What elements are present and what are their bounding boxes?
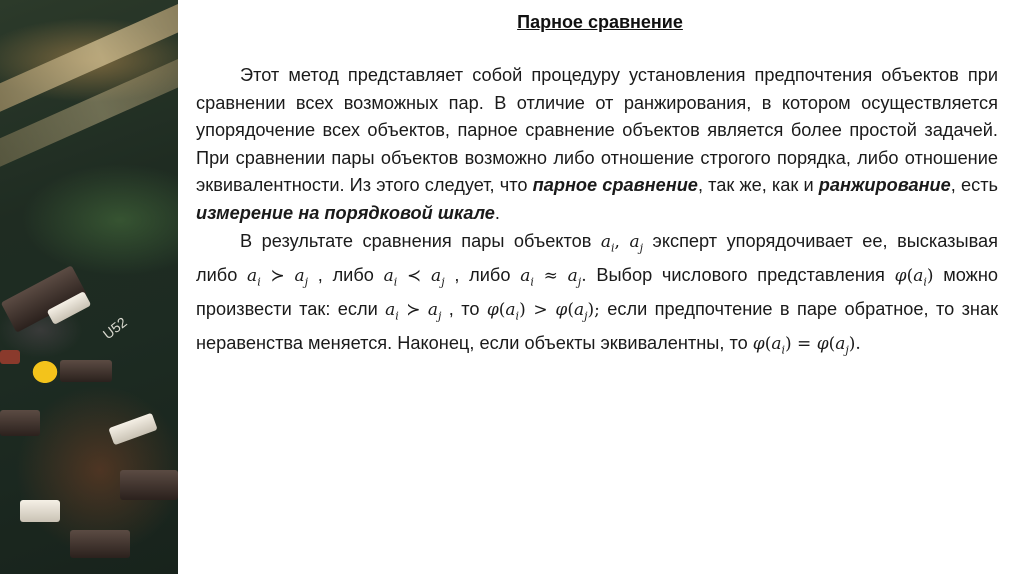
board-label: U52 xyxy=(99,313,130,343)
paragraph-2: В результате сравнения пары объектов $a_i$, $a_j$ эксперт упорядочивает ее, высказывая либо $a_i$ ≻ $a_j$ , либо $a_i$ ≺ $a_j$ , либо $a_i \approx a_j$. Выбор числового представления $\varphi(a_i)$ можно произвести так: если $a_i$ ≻ $a_j$ , то $\varphi(a_i) > \varphi(a_j)$; если предпочтение в паре обратное, то знак неравенства меняется. Наконец, если объекты эквивалентны, то $\varphi(a_i) = \varphi(a_j)$. xyxy=(196,230,999,356)
term-pair-comparison: парное сравнение xyxy=(532,175,698,196)
slide-body xyxy=(196,62,998,364)
term-ordinal-scale: измерение на порядковой шкале xyxy=(196,202,495,223)
slide-title: Парное сравнение xyxy=(517,12,683,32)
term-ranking: ранжирование xyxy=(818,175,951,196)
paragraph-1: Этот метод представляет собой процедуру установления предпочтения объектов при сравнении всех возможных пар. В отличие от ранжирования, в котором осуществляется упорядочение всех объектов, парное сравнение объектов является более простой задачей. При сравнении пары объектов возможно либо отношение строгого порядка, либо отношение эквивалентности. Из этого следует, что парное сравнение, так же, как и ранжирование, есть измерение на порядковой шкале. xyxy=(196,65,998,223)
decorative-circuit-board-image xyxy=(0,0,178,574)
